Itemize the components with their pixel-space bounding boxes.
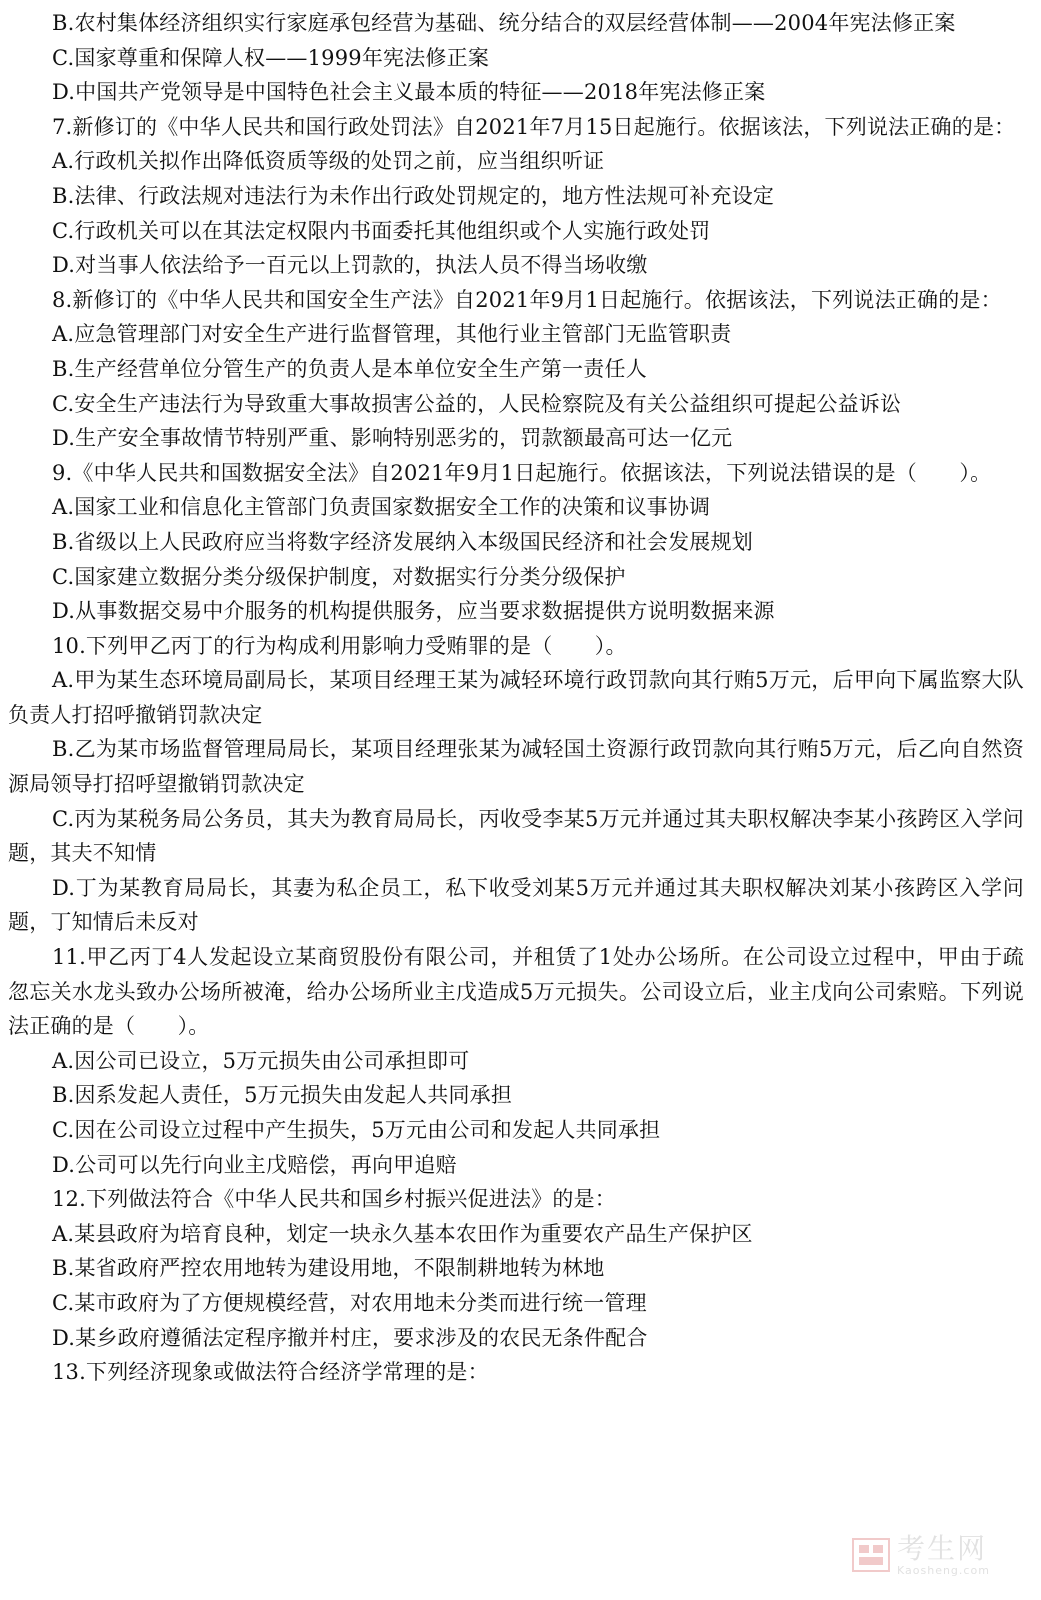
question-stem: 8.新修订的《中华人民共和国安全生产法》自2021年9月1日起施行。依据该法，下列说法正确的是： [52, 287, 1002, 312]
answer-option: B.法律、行政法规对违法行为未作出行政处罚规定的，地方性法规可补充设定 [52, 183, 775, 208]
answer-option: D.从事数据交易中介服务的机构提供服务，应当要求数据提供方说明数据来源 [52, 599, 775, 624]
answer-option: A.应急管理部门对安全生产进行监督管理，其他行业主管部门无监管职责 [52, 322, 732, 347]
answer-option: D.中国共产党领导是中国特色社会主义最本质的特征——2018年宪法修正案 [52, 80, 766, 105]
answer-option: C.国家建立数据分类分级保护制度，对数据实行分类分级保护 [52, 564, 626, 589]
answer-option: C.国家尊重和保障人权——1999年宪法修正案 [52, 45, 490, 70]
answer-option: C.安全生产违法行为导致重大事故损害公益的，人民检察院及有关公益组织可提起公益诉讼 [52, 391, 902, 416]
question-stem: 9.《中华人民共和国数据安全法》自2021年9月1日起施行。依据该法，下列说法错误的是（ ）。 [52, 460, 992, 485]
answer-option: B.生产经营单位分管生产的负责人是本单位安全生产第一责任人 [52, 356, 647, 381]
answer-option: C.因在公司设立过程中产生损失，5万元由公司和发起人共同承担 [52, 1118, 661, 1142]
kaosheng-logo-icon [851, 1535, 891, 1575]
answer-option: D.某乡政府遵循法定程序撤并村庄，要求涉及的农民无条件配合 [52, 1325, 648, 1350]
question-stem: 12.下列做法符合《中华人民共和国乡村振兴促进法》的是： [52, 1187, 616, 1212]
answer-option: C.某市政府为了方便规模经营，对农用地未分类而进行统一管理 [52, 1290, 647, 1315]
answer-option: A.甲为某生态环境局副局长，某项目经理王某为减轻环境行政罚款向其行贿5万元，后甲向下属监察大队负责人打招呼撤销罚款决定 [8, 668, 1024, 727]
answer-option: C.行政机关可以在其法定权限内书面委托其他组织或个人实施行政处罚 [52, 218, 711, 243]
answer-option: D.公司可以先行向业主戊赔偿，再向甲追赔 [52, 1152, 457, 1177]
exam-text [8, 6, 1024, 1390]
kaosheng-watermark [851, 1532, 1027, 1578]
answer-option: B.某省政府严控农用地转为建设用地，不限制耕地转为林地 [52, 1256, 605, 1281]
question-stem: 7.新修订的《中华人民共和国行政处罚法》自2021年7月15日起施行。依据该法，下列说法正确的是： [52, 114, 1016, 139]
answer-option: B.因系发起人责任，5万元损失由发起人共同承担 [52, 1083, 513, 1108]
answer-option: A.国家工业和信息化主管部门负责国家数据安全工作的决策和议事协调 [52, 495, 711, 520]
answer-option: B.农村集体经济组织实行家庭承包经营为基础、统分结合的双层经营体制——2004年宪法修正案 [52, 11, 956, 35]
answer-option: B.省级以上人民政府应当将数字经济发展纳入本级国民经济和社会发展规划 [52, 529, 753, 554]
question-stem: 10.下列甲乙丙丁的行为构成利用影响力受贿罪的是（ ）。 [52, 633, 627, 658]
question-stem: 13.下列经济现象或做法符合经济学常理的是： [52, 1360, 489, 1385]
answer-option: B.乙为某市场监督管理局局长，某项目经理张某为减轻国土资源行政罚款向其行贿5万元，后乙向自然资源局领导打招呼望撤销罚款决定 [8, 737, 1024, 797]
answer-option: A.行政机关拟作出降低资质等级的处罚之前，应当组织听证 [52, 149, 605, 174]
answer-option: D.生产安全事故情节特别严重、影响特别恶劣的，罚款额最高可达一亿元 [52, 426, 733, 451]
answer-option: A.因公司已设立，5万元损失由公司承担即可 [52, 1048, 470, 1073]
answer-option: D.丁为某教育局局长，其妻为私企员工，私下收受刘某5万元并通过其夫职权解决刘某小孩跨区入学问题，丁知情后未反对 [8, 875, 1024, 935]
answer-option: A.某县政府为培育良种，划定一块永久基本农田作为重要农产品生产保护区 [52, 1221, 753, 1246]
question-stem: 11.甲乙丙丁4人发起设立某商贸股份有限公司，并租赁了1处办公场所。在公司设立过程中，甲由于疏忽忘关水龙头致办公场所被淹，给办公场所业主戊造成5万元损失。公司设立后，业主戊向公司索赔。下列说法正确的是（ ）。 [8, 945, 1024, 1039]
answer-option: D.对当事人依法给予一百元以上罚款的，执法人员不得当场收缴 [52, 253, 648, 278]
answer-option: C.丙为某税务局公务员，其夫为教育局局长，丙收受李某5万元并通过其夫职权解决李某小孩跨区入学问题，其夫不知情 [8, 806, 1024, 866]
watermark-en: Kaosheng.com [897, 1563, 990, 1577]
watermark-cn: 考生网 [897, 1531, 988, 1565]
